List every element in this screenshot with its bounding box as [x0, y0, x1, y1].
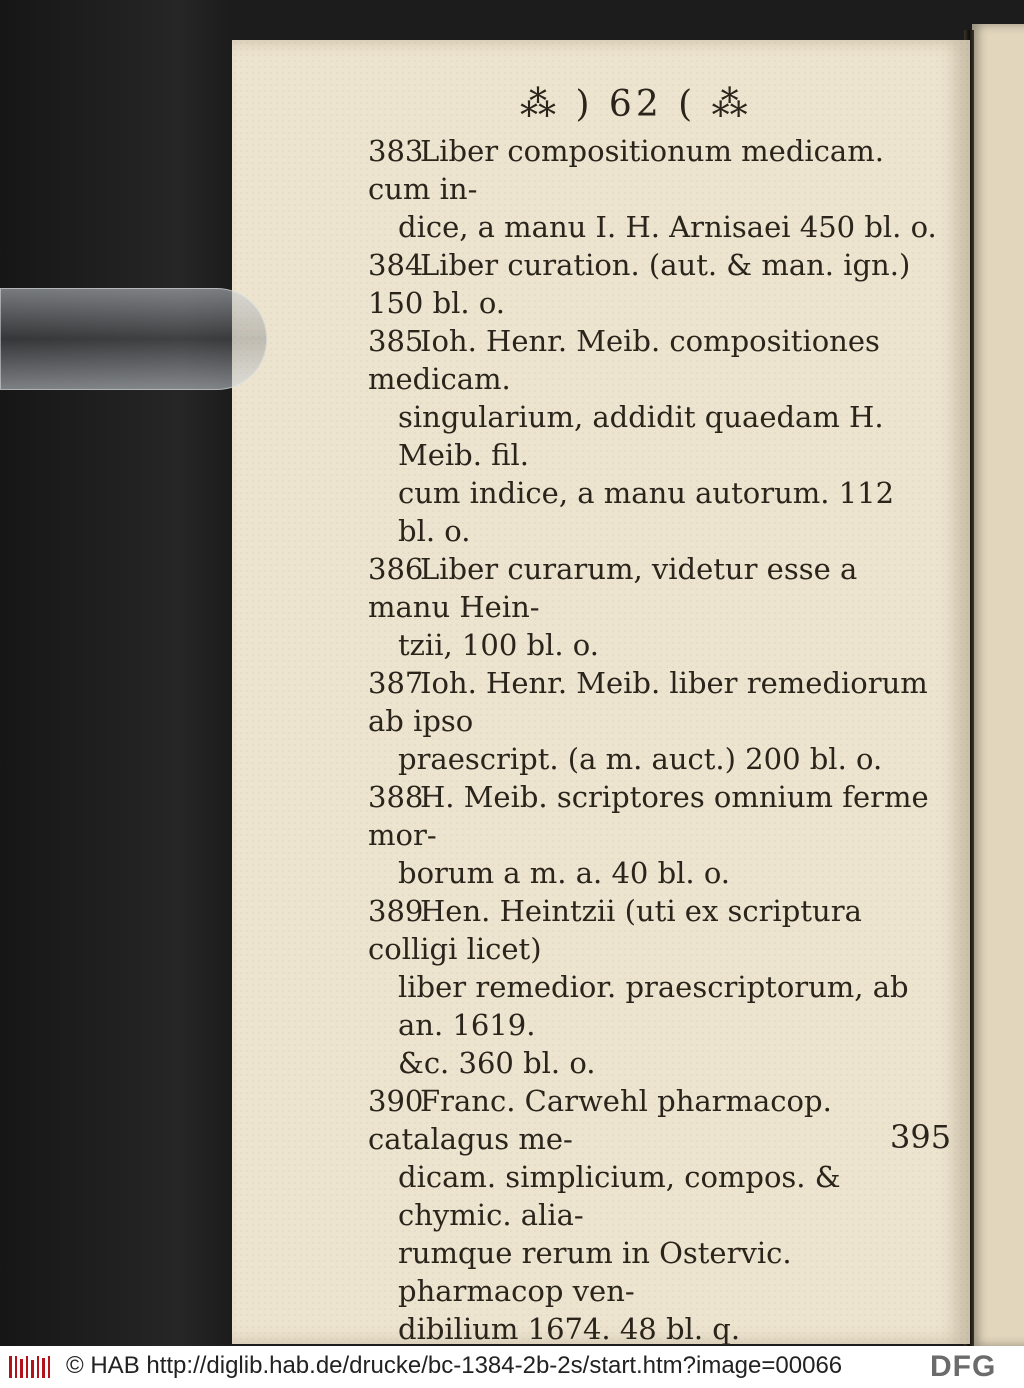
entry-text: borum a m. a. 40 bl. o. — [398, 856, 731, 890]
entry-text: Ioh. Henr. Meib. compositiones medicam. — [368, 324, 880, 396]
copyright-url[interactable]: © HAB http://diglib.hab.de/drucke/bc-1384-2b-2s/start.htm?image=00066 — [66, 1352, 843, 1379]
page-header: ⁂ ) 62 ( ⁂ — [520, 84, 752, 125]
entry-text: Liber compositionum medicam. cum in- — [368, 134, 884, 206]
entry-number: 390 — [368, 1084, 424, 1118]
entry-line — [368, 322, 940, 398]
entry-number: 385 — [368, 324, 424, 358]
entry-continuation-line — [368, 1158, 940, 1234]
entry-text: rumque rerum in Ostervic. pharmacop ven- — [398, 1236, 792, 1308]
footer-bar — [0, 1346, 1024, 1388]
entry-continuation-line — [368, 854, 940, 892]
entry-continuation-line — [368, 626, 940, 664]
hab-logo-icon — [8, 1354, 52, 1380]
entry-number: 388 — [368, 780, 424, 814]
entry-text: singularium, addidit quaedam H. Meib. fil. — [398, 400, 884, 472]
entry-text: cum indice, a manu autorum. 112 bl. o. — [398, 476, 895, 548]
page-clip-holder — [0, 288, 267, 390]
entry-text: Franc. Carwehl pharmacop. catalagus me- — [368, 1084, 832, 1156]
entry-text: dicam. simplicium, compos. & chymic. alia- — [398, 1160, 841, 1232]
entry-continuation-line — [368, 398, 940, 474]
entry-text: &c. 360 bl. o. — [398, 1046, 596, 1080]
entry-text: Liber curation. (aut. & man. ign.) 150 bl. o. — [368, 248, 911, 320]
entry-continuation-line — [368, 208, 940, 246]
facing-page-edge — [972, 24, 1024, 1346]
entry-continuation-line — [368, 968, 940, 1044]
entry-number: 384 — [368, 248, 424, 282]
entry-text: H. Meib. scriptores omnium ferme mor- — [368, 780, 929, 852]
entry-line — [368, 1082, 940, 1158]
entry-text: liber remedior. praescriptorum, ab an. 1619. — [398, 970, 909, 1042]
entry-line — [368, 778, 940, 854]
entry-text: praescript. (a m. auct.) 200 bl. o. — [398, 742, 883, 776]
entry-text: Hen. Heintzii (uti ex scriptura colligi licet) — [368, 894, 862, 966]
entry-text: dibilium 1674. 48 bl. q. — [398, 1312, 741, 1346]
entry-continuation-line — [368, 1044, 940, 1082]
entry-line — [368, 892, 940, 968]
entry-line — [368, 550, 940, 626]
dfg-logo: DFG — [930, 1350, 997, 1383]
catchword: 395 — [890, 1118, 952, 1156]
entry-line — [368, 132, 940, 208]
entry-line — [368, 246, 940, 322]
entry-text: tzii, 100 bl. o. — [398, 628, 599, 662]
entry-number: 389 — [368, 894, 424, 928]
entry-continuation-line — [368, 1234, 940, 1310]
entry-line — [368, 664, 940, 740]
entry-text: Ioh. Henr. Meib. liber remediorum ab ipso — [368, 666, 928, 738]
entry-continuation-line — [368, 1310, 940, 1346]
entry-number: 383 — [368, 134, 424, 168]
entry-continuation-line — [368, 474, 940, 550]
entry-number: 387 — [368, 666, 424, 700]
entry-text: dice, a manu I. H. Arnisaei 450 bl. o. — [398, 210, 937, 244]
catalog-entries — [368, 132, 940, 1346]
entry-continuation-line — [368, 740, 940, 778]
entry-text: Liber curarum, videtur esse a manu Hein- — [368, 552, 858, 624]
entry-number: 386 — [368, 552, 424, 586]
